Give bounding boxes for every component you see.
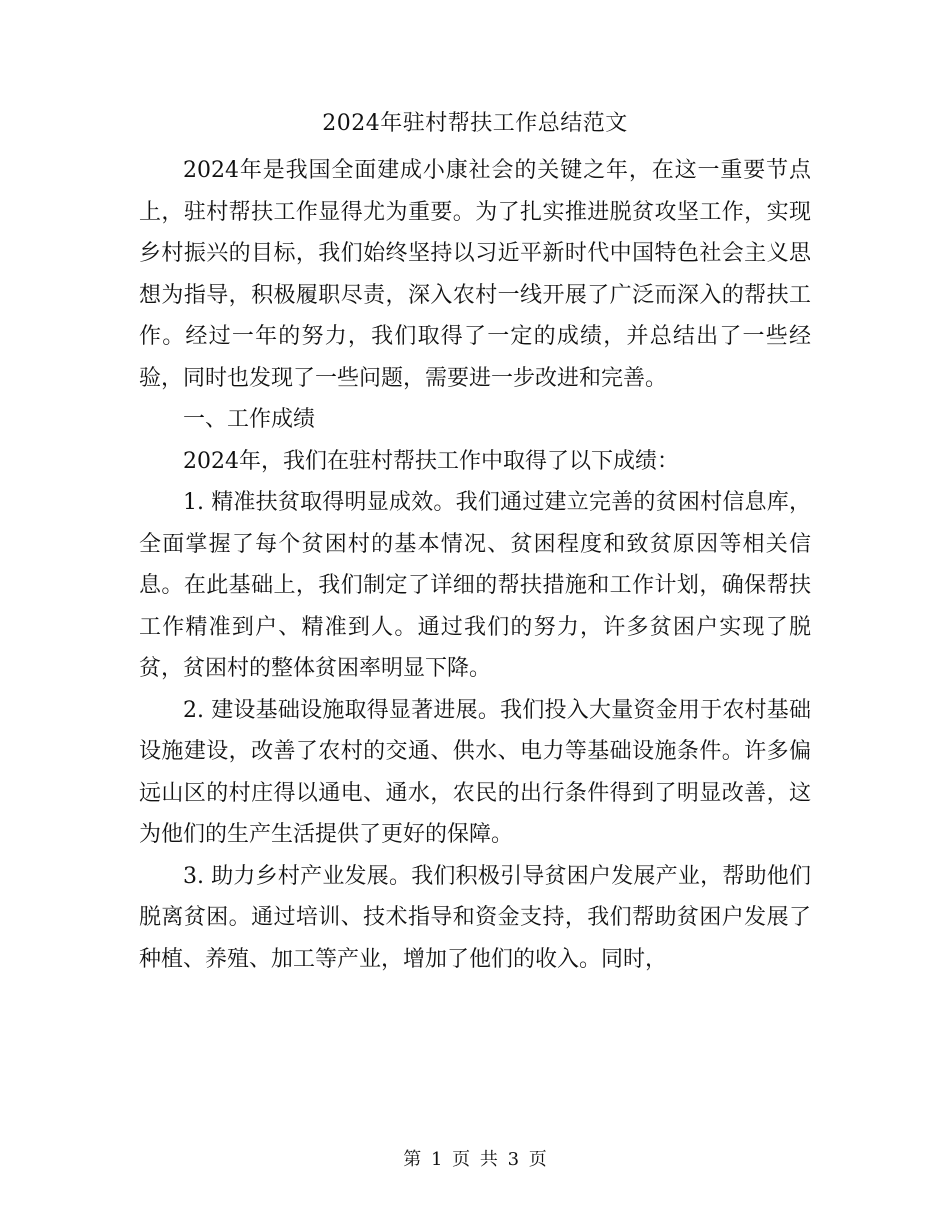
- document-body: [139, 150, 811, 980]
- achievement-item-1: 1. 精准扶贫取得明显成效。我们通过建立完善的贫困村信息库，全面掌握了每个贫困村的基本情况、贫困程度和致贫原因等相关信息。在此基础上，我们制定了详细的帮扶措施和工作计划，确保帮扶工作精准到户、精准到人。通过我们的努力，许多贫困户实现了脱贫，贫困村的整体贫困率明显下降。: [139, 490, 811, 681]
- section-heading: 一、工作成绩: [183, 407, 316, 432]
- page-number-footer: 第 1 页 共 3 页: [403, 1149, 547, 1170]
- achievement-item-2: 2. 建设基础设施取得显著进展。我们投入大量资金用于农村基础设施建设，改善了农村的交通、供水、电力等基础设施条件。许多偏远山区的村庄得以通电、通水，农民的出行条件得到了明显改善，这为他们的生产生活提供了更好的保障。: [139, 697, 811, 847]
- section-intro-paragraph: 2024年，我们在驻村帮扶工作中取得了以下成绩：: [183, 448, 679, 474]
- achievement-item-3: 3. 助力乡村产业发展。我们积极引导贫困户发展产业，帮助他们脱离贫困。通过培训、技术指导和资金支持，我们帮助贫困户发展了种植、养殖、加工等产业，增加了他们的收入。同时，: [139, 863, 811, 972]
- document-title: 2024年驻村帮扶工作总结范文: [322, 111, 628, 136]
- intro-paragraph: 2024年是我国全面建成小康社会的关键之年，在这一重要节点上，驻村帮扶工作显得尤为重要。为了扎实推进脱贫攻坚工作，实现乡村振兴的目标，我们始终坚持以习近平新时代中国特色社会主义思想为指导，积极履职尽责，深入农村一线开展了广泛而深入的帮扶工作。经过一年的努力，我们取得了一定的成绩，并总结出了一些经验，同时也发现了一些问题，需要进一步改进和完善。: [139, 158, 811, 391]
